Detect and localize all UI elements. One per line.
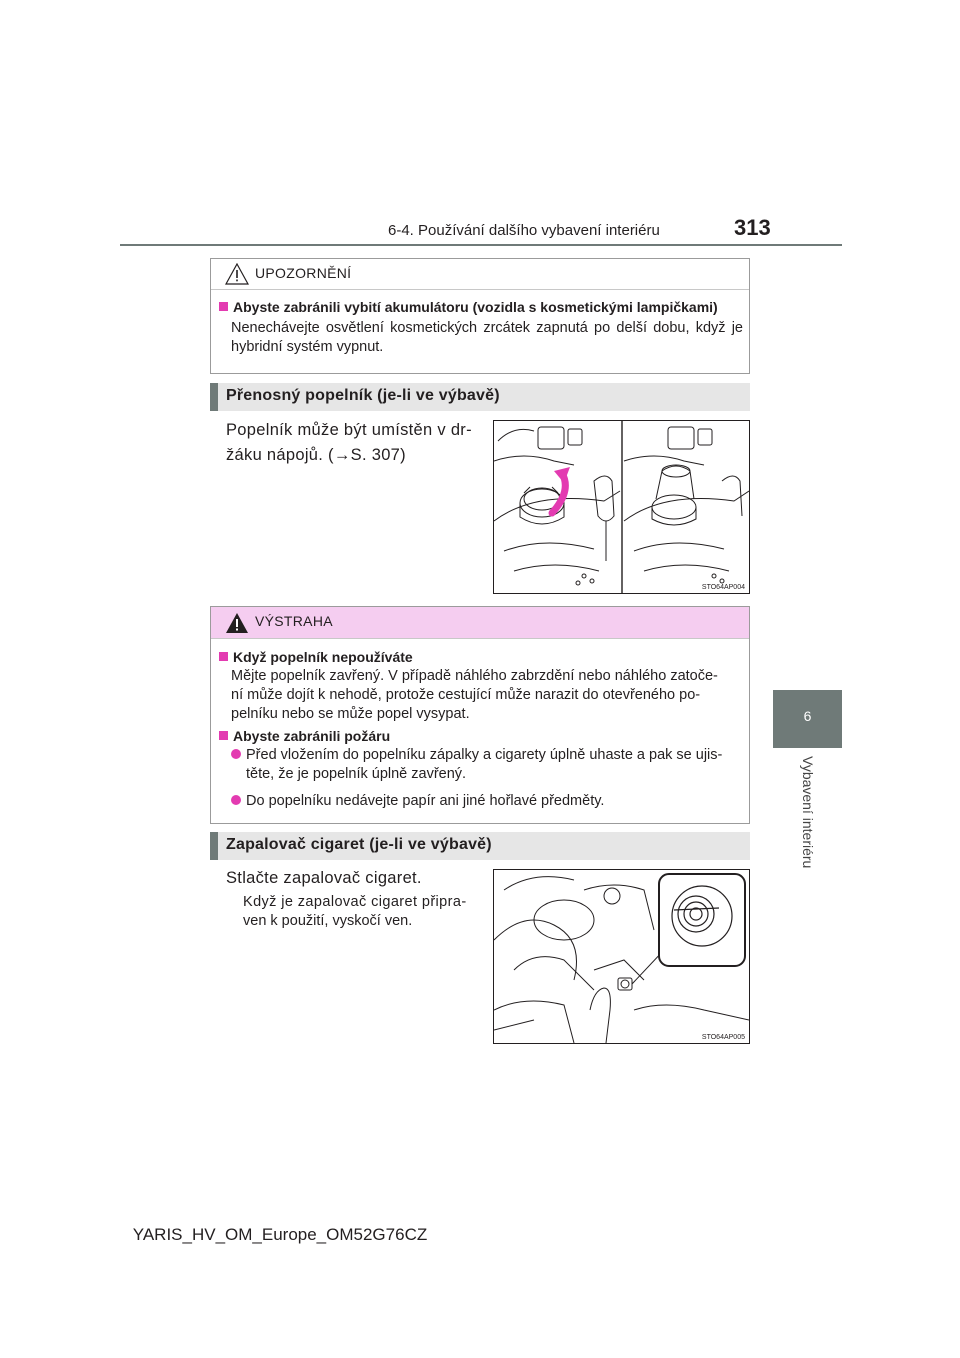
image-code: STO64AP005 — [701, 1034, 745, 1041]
page-number: 313 — [734, 215, 771, 240]
caution-heading: Abyste zabránili vybití akumulátoru (vozidla s kosmetickými lampičkami) — [219, 299, 743, 315]
document-code: YARIS_HV_OM_Europe_OM52G76CZ — [132, 1225, 428, 1244]
section-title: Přenosný popelník (je-li ve výbavě) — [226, 387, 500, 404]
chapter-title: Vybavení interiéru — [800, 756, 816, 869]
image-code: STO64AP004 — [701, 584, 745, 591]
warning-heading-1: Když popelník nepoužíváte — [219, 649, 745, 665]
caution-triangle-icon — [225, 263, 249, 285]
round-bullet-icon — [231, 749, 241, 759]
warning-box — [210, 606, 750, 824]
warning-bullet-2: Do popelníku nedávejte papír ani jiné hořlavé předměty. — [231, 792, 745, 811]
warning-bullet-1: Před vložením do popelníku zápalky a cigarety úplně uhaste a pak se ujis- těte, že je popelník úplně zavřený. — [231, 746, 745, 784]
warning-paragraph-1: Mějte popelník zavřený. V případě náhlého zabrzdění nebo náhlého zatoče- ní může dojít k nehodě, protože cestující může narazit do otevřeného po- pelníku nebo se může popel vysypat. — [231, 668, 718, 722]
lighter-note: Když je zapalovač cigaret připra- ven k použití, vyskočí ven. — [243, 894, 467, 929]
lighter-drawing — [494, 870, 749, 1043]
ashtray-illustration — [493, 420, 750, 594]
section-heading-lighter — [210, 832, 750, 860]
ashtray-drawing — [494, 421, 749, 593]
lighter-body: Stlačte zapalovač cigaret. — [226, 869, 422, 887]
header-rule — [120, 244, 842, 246]
square-bullet-icon — [219, 731, 228, 740]
caution-header — [211, 259, 749, 290]
caution-title: UPOZORNĚNÍ — [255, 265, 352, 281]
caution-box — [210, 258, 750, 374]
warning-triangle-icon — [225, 612, 249, 634]
section-title: Zapalovač cigaret (je-li ve výbavě) — [226, 836, 492, 853]
section-heading-ashtray — [210, 383, 750, 411]
round-bullet-icon — [231, 795, 241, 805]
warning-header — [211, 607, 749, 639]
chapter-number: 6 — [803, 708, 812, 724]
square-bullet-icon — [219, 302, 228, 311]
caution-text: Nenechávejte osvětlení kosmetických zrcátek zapnutá po delší dobu, když je hybridní systém vypnut. — [231, 320, 743, 355]
warning-title: VÝSTRAHA — [255, 613, 333, 629]
warning-heading-2: Abyste zabránili požáru — [219, 728, 745, 744]
ashtray-body: Popelník může být umístěn v dr- žáku nápojů. (→S. 307) — [226, 421, 472, 464]
square-bullet-icon — [219, 652, 228, 661]
lighter-illustration — [493, 869, 750, 1044]
running-header-section: 6-4. Používání dalšího vybavení interiéru — [388, 222, 660, 239]
